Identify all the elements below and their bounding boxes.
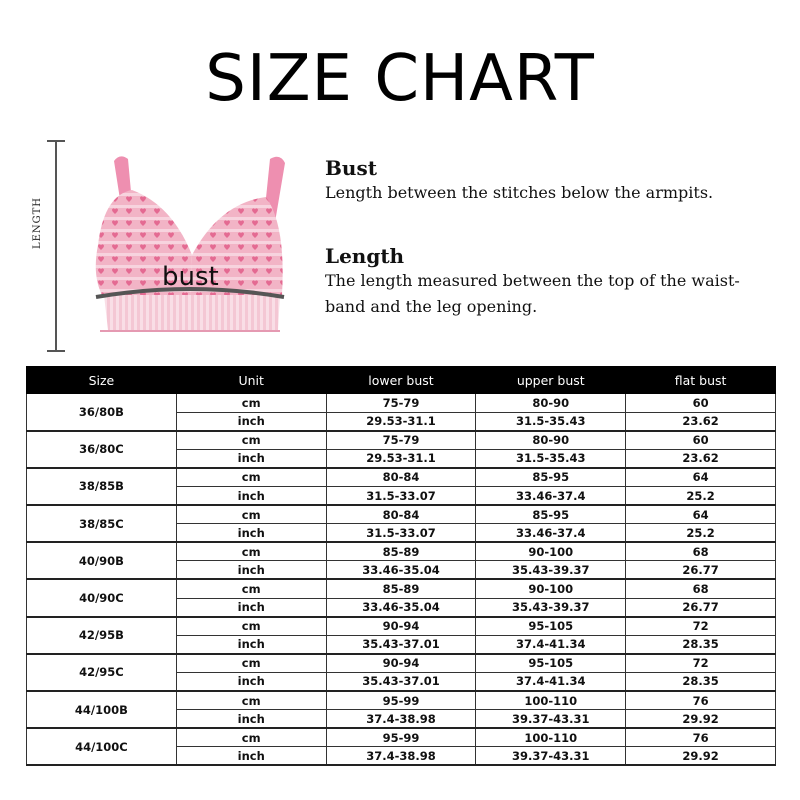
flat-bust-cell: 76 <box>626 728 776 747</box>
lower-bust-cell: 95-99 <box>326 728 476 747</box>
lower-bust-cell: 31.5-33.07 <box>326 486 476 505</box>
lower-bust-cell: 35.43-37.01 <box>326 635 476 654</box>
lower-bust-cell: 75-79 <box>326 431 476 450</box>
header-upper-bust: upper bust <box>476 367 626 394</box>
flat-bust-cell: 68 <box>626 579 776 598</box>
bra-product-illustration <box>80 145 300 345</box>
upper-bust-cell: 90-100 <box>476 579 626 598</box>
table-row <box>27 617 776 636</box>
upper-bust-cell: 85-95 <box>476 505 626 524</box>
upper-bust-cell: 35.43-39.37 <box>476 598 626 617</box>
lower-bust-cell: 37.4-38.98 <box>326 710 476 729</box>
size-cell: 36/80C <box>27 431 177 468</box>
flat-bust-cell: 68 <box>626 542 776 561</box>
upper-bust-cell: 85-95 <box>476 468 626 487</box>
upper-bust-cell: 95-105 <box>476 617 626 636</box>
lower-bust-cell: 90-94 <box>326 654 476 673</box>
table-row <box>27 691 776 710</box>
bust-label: bust <box>162 262 219 292</box>
header-flat-bust: flat bust <box>626 367 776 394</box>
unit-cell: inch <box>176 524 326 543</box>
upper-bust-cell: 37.4-41.34 <box>476 635 626 654</box>
flat-bust-cell: 25.2 <box>626 524 776 543</box>
unit-cell: cm <box>176 431 326 450</box>
unit-cell: inch <box>176 412 326 431</box>
lower-bust-cell: 80-84 <box>326 505 476 524</box>
flat-bust-cell: 76 <box>626 691 776 710</box>
size-cell: 38/85B <box>27 468 177 505</box>
upper-bust-cell: 35.43-39.37 <box>476 561 626 580</box>
flat-bust-cell: 26.77 <box>626 561 776 580</box>
header-size: Size <box>27 367 177 394</box>
unit-cell: inch <box>176 747 326 766</box>
unit-cell: inch <box>176 635 326 654</box>
upper-bust-cell: 80-90 <box>476 394 626 413</box>
upper-bust-cell: 31.5-35.43 <box>476 449 626 468</box>
upper-bust-cell: 90-100 <box>476 542 626 561</box>
unit-cell: cm <box>176 542 326 561</box>
upper-bust-cell: 39.37-43.31 <box>476 710 626 729</box>
unit-cell: cm <box>176 505 326 524</box>
unit-cell: cm <box>176 617 326 636</box>
flat-bust-cell: 64 <box>626 505 776 524</box>
flat-bust-cell: 64 <box>626 468 776 487</box>
upper-bust-cell: 31.5-35.43 <box>476 412 626 431</box>
back-band <box>104 295 280 330</box>
unit-cell: cm <box>176 691 326 710</box>
upper-bust-cell: 95-105 <box>476 654 626 673</box>
unit-cell: cm <box>176 579 326 598</box>
ruler-line <box>55 140 57 352</box>
unit-cell: inch <box>176 486 326 505</box>
unit-cell: cm <box>176 728 326 747</box>
ruler-label: LENGTH <box>32 196 43 250</box>
size-cell: 42/95C <box>27 654 177 691</box>
unit-cell: cm <box>176 654 326 673</box>
lower-bust-cell: 37.4-38.98 <box>326 747 476 766</box>
table-row <box>27 431 776 450</box>
header-lower-bust: lower bust <box>326 367 476 394</box>
bust-description: Length between the stitches below the armpits. <box>325 183 714 202</box>
flat-bust-cell: 72 <box>626 617 776 636</box>
table-row <box>27 542 776 561</box>
upper-bust-cell: 100-110 <box>476 691 626 710</box>
flat-bust-cell: 28.35 <box>626 635 776 654</box>
unit-cell: cm <box>176 394 326 413</box>
lower-bust-cell: 90-94 <box>326 617 476 636</box>
flat-bust-cell: 23.62 <box>626 449 776 468</box>
flat-bust-cell: 60 <box>626 394 776 413</box>
flat-bust-cell: 26.77 <box>626 598 776 617</box>
upper-bust-cell: 37.4-41.34 <box>476 672 626 691</box>
lower-bust-cell: 80-84 <box>326 468 476 487</box>
unit-cell: inch <box>176 672 326 691</box>
page-title: SIZE CHART <box>205 42 595 116</box>
size-cell: 40/90C <box>27 579 177 616</box>
lower-bust-cell: 33.46-35.04 <box>326 561 476 580</box>
unit-cell: inch <box>176 449 326 468</box>
lower-bust-cell: 85-89 <box>326 542 476 561</box>
lower-bust-cell: 33.46-35.04 <box>326 598 476 617</box>
table-row <box>27 394 776 413</box>
lower-bust-cell: 31.5-33.07 <box>326 524 476 543</box>
table-header-row <box>27 367 776 394</box>
size-cell: 38/85C <box>27 505 177 542</box>
size-cell: 36/80B <box>27 394 177 431</box>
lower-bust-cell: 29.53-31.1 <box>326 449 476 468</box>
unit-cell: cm <box>176 468 326 487</box>
length-heading: Length <box>325 244 405 268</box>
unit-cell: inch <box>176 598 326 617</box>
table-row <box>27 468 776 487</box>
lower-bust-cell: 29.53-31.1 <box>326 412 476 431</box>
lower-bust-cell: 35.43-37.01 <box>326 672 476 691</box>
header-unit: Unit <box>176 367 326 394</box>
flat-bust-cell: 28.35 <box>626 672 776 691</box>
lower-bust-cell: 95-99 <box>326 691 476 710</box>
flat-bust-cell: 72 <box>626 654 776 673</box>
table-row <box>27 505 776 524</box>
table-row <box>27 579 776 598</box>
table-row <box>27 728 776 747</box>
flat-bust-cell: 29.92 <box>626 747 776 766</box>
upper-bust-cell: 33.46-37.4 <box>476 524 626 543</box>
size-cell: 44/100C <box>27 728 177 765</box>
size-cell: 42/95B <box>27 617 177 654</box>
unit-cell: inch <box>176 710 326 729</box>
lower-bust-cell: 85-89 <box>326 579 476 598</box>
flat-bust-cell: 60 <box>626 431 776 450</box>
upper-bust-cell: 80-90 <box>476 431 626 450</box>
size-cell: 44/100B <box>27 691 177 728</box>
ruler-bottom-cap <box>47 350 65 352</box>
upper-bust-cell: 39.37-43.31 <box>476 747 626 766</box>
flat-bust-cell: 29.92 <box>626 710 776 729</box>
upper-bust-cell: 33.46-37.4 <box>476 486 626 505</box>
table-row <box>27 654 776 673</box>
length-description: The length measured between the top of the waist-band and the leg opening. <box>325 271 740 316</box>
lower-bust-cell: 75-79 <box>326 394 476 413</box>
bust-heading: Bust <box>325 156 377 180</box>
upper-bust-cell: 100-110 <box>476 728 626 747</box>
unit-cell: inch <box>176 561 326 580</box>
size-table <box>26 366 776 766</box>
size-table-body <box>27 394 776 766</box>
size-cell: 40/90B <box>27 542 177 579</box>
flat-bust-cell: 25.2 <box>626 486 776 505</box>
flat-bust-cell: 23.62 <box>626 412 776 431</box>
